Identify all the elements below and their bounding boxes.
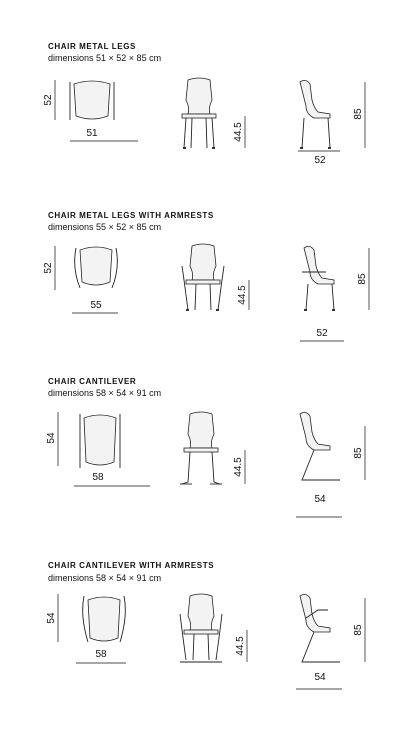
section-dimensions: dimensions 51 × 52 × 85 cm (48, 53, 162, 63)
seat-height-label: 44.5 (233, 457, 244, 477)
top-view (43, 246, 118, 313)
side-view (298, 80, 365, 166)
top-depth-label: 52 (43, 94, 54, 106)
front-view (180, 412, 245, 484)
top-width-label: 51 (86, 128, 98, 139)
side-depth-label: 52 (316, 328, 328, 339)
section-dimensions: dimensions 58 × 54 × 91 cm (48, 388, 162, 398)
section-title: CHAIR METAL LEGS (48, 42, 136, 51)
chair-views (0, 70, 416, 170)
side-height-label: 85 (353, 108, 364, 120)
chair-views (0, 404, 416, 524)
top-width-label: 55 (90, 300, 102, 311)
chair-views (0, 588, 416, 698)
side-view (300, 246, 369, 341)
seat-height-label: 44.5 (235, 636, 246, 656)
side-depth-label: 54 (314, 672, 326, 683)
side-height-label: 85 (357, 273, 368, 285)
top-depth-label: 54 (46, 432, 57, 444)
top-view (43, 80, 138, 141)
side-height-label: 85 (353, 624, 364, 636)
section-title: CHAIR CANTILEVER WITH ARMRESTS (48, 561, 215, 570)
front-view (182, 78, 245, 149)
seat-height-label: 44.5 (233, 122, 244, 142)
top-width-label: 58 (92, 472, 104, 483)
top-depth-label: 54 (46, 612, 57, 624)
section-title: CHAIR METAL LEGS WITH ARMRESTS (48, 211, 214, 220)
top-width-label: 58 (95, 649, 107, 660)
top-view (46, 594, 126, 663)
front-view (182, 244, 249, 311)
top-depth-label: 52 (43, 262, 54, 274)
side-depth-label: 52 (314, 155, 326, 166)
section-title: CHAIR CANTILEVER (48, 377, 137, 386)
section-dimensions: dimensions 58 × 54 × 91 cm (48, 573, 162, 583)
front-view (180, 594, 247, 662)
side-height-label: 85 (353, 447, 364, 459)
side-depth-label: 54 (314, 494, 326, 505)
section-dimensions: dimensions 55 × 52 × 85 cm (48, 222, 162, 232)
chair-views (0, 238, 416, 348)
top-view (46, 412, 150, 486)
side-view (296, 594, 365, 689)
seat-height-label: 44.5 (237, 285, 248, 305)
side-view (296, 412, 365, 517)
